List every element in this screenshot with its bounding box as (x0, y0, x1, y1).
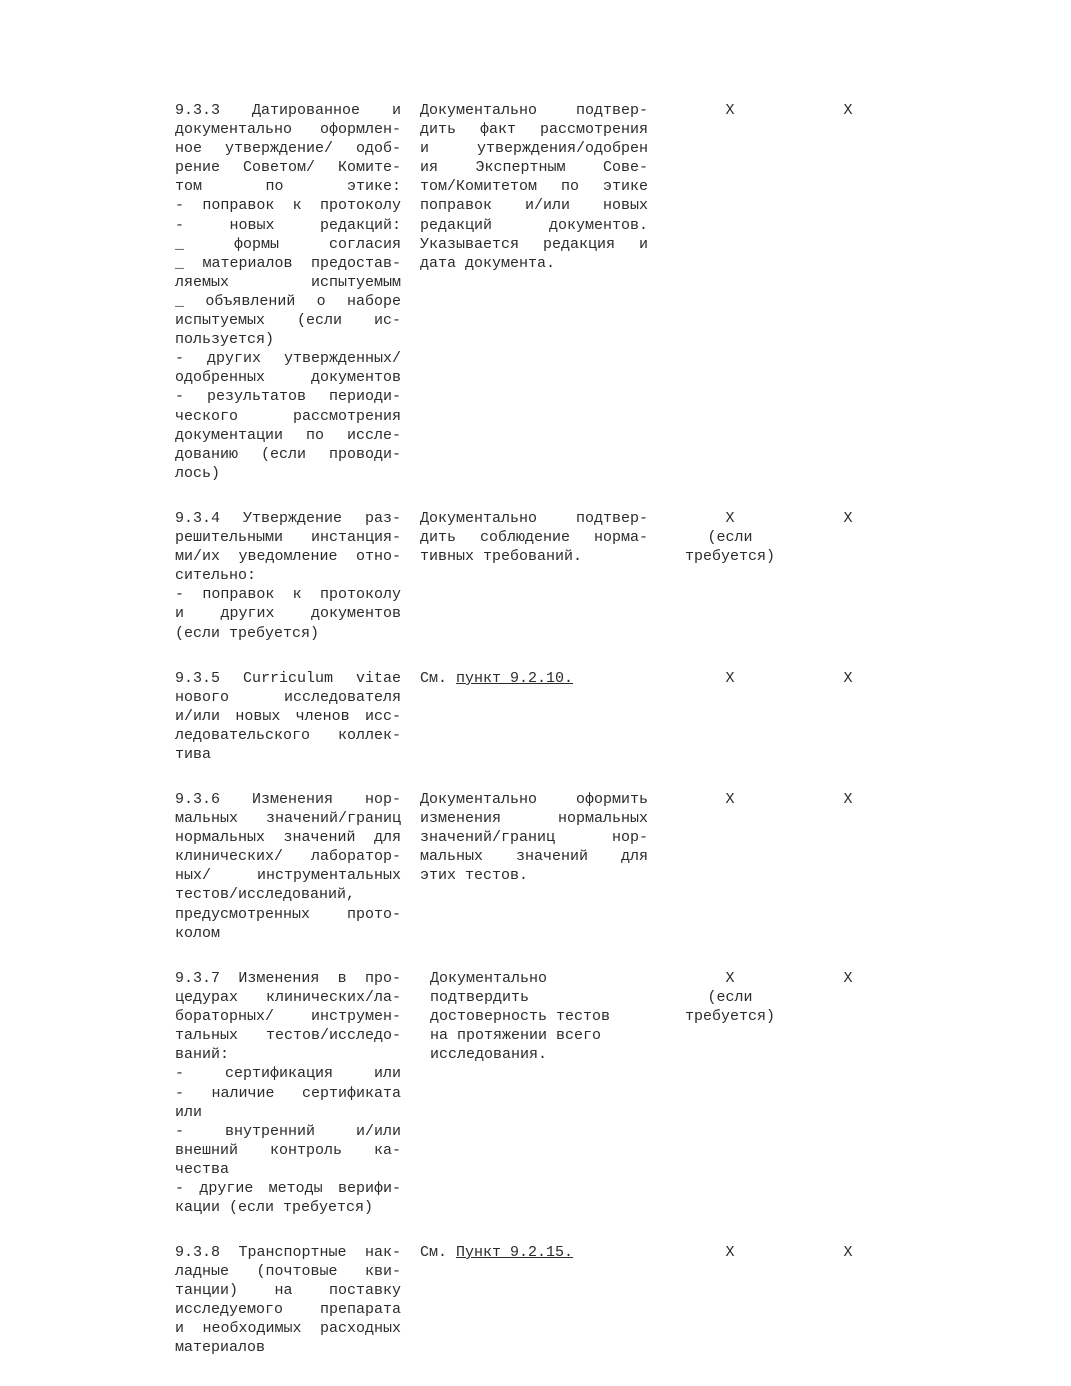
text-line: ное утверждение/ одоб- (175, 140, 401, 158)
text-line: - другие методы верифи- (175, 1180, 401, 1198)
investigator-file-mark (670, 1243, 790, 1262)
text-line: исследуемого препарата (175, 1301, 401, 1319)
sponsor-file-mark: X (843, 1244, 853, 1261)
text-line: клинических/ лаборатор- (175, 848, 401, 866)
text-line: _ формы согласия (175, 235, 401, 253)
text-line: колом (175, 924, 221, 942)
item-purpose (420, 790, 648, 885)
text-line: - результатов периоди- (175, 388, 401, 406)
text-line: документально оформлен- (175, 121, 401, 139)
mark-text: требуется) (684, 1008, 775, 1026)
item-description (175, 790, 401, 943)
text-line: сительно: (175, 567, 257, 585)
text-line: 9.3.6 Изменения нор- (175, 791, 401, 808)
text-line: 9.3.5 Curriculum vitae (175, 670, 401, 687)
investigator-file-mark (670, 790, 790, 809)
reference-link[interactable]: Пункт 9.2.15. (456, 1244, 574, 1261)
text-line: _ материалов предостав- (175, 254, 401, 272)
mark-text: требуется) (684, 548, 775, 566)
text-line: достоверность тестов (430, 1008, 611, 1026)
investigator-file-mark (670, 669, 790, 688)
reference-prefix: См. (420, 1244, 457, 1261)
mark-text: X (725, 102, 735, 119)
text-line: (если требуется) (175, 624, 320, 642)
text-line: пользуется) (175, 331, 275, 349)
text-line: этих тестов. (420, 867, 529, 885)
sponsor-file-mark: X (843, 670, 853, 687)
sponsor-file-mark: X (843, 970, 853, 987)
text-line: материалов (175, 1339, 266, 1357)
text-line: - новых редакций: (175, 216, 401, 234)
mark-text: X (725, 1244, 735, 1261)
item-purpose (420, 1243, 648, 1262)
reference-prefix: См. (420, 670, 457, 687)
text-line: и необходимых расходных (175, 1320, 401, 1338)
text-line: нового исследователя (175, 689, 401, 707)
sponsor-file-mark: X (843, 102, 853, 119)
text-line: 9.3.4 Утверждение раз- (175, 510, 401, 527)
mark-text: X (725, 510, 735, 527)
cross-reference (420, 1243, 648, 1262)
text-line: внешний контроль ка- (175, 1141, 401, 1159)
item-description (175, 509, 401, 643)
text-line: Указывается редакция и (420, 235, 648, 253)
reference-link[interactable]: пункт 9.2.10. (456, 670, 574, 687)
text-line: тивных требований. (420, 548, 583, 566)
text-line: ия Экспертным Сове- (420, 159, 648, 177)
text-line: рение Советом/ Комите- (175, 159, 401, 177)
text-line: Документально подтвер- (420, 102, 648, 119)
text-line: чества (175, 1160, 230, 1178)
text-line: - наличие сертификата (175, 1084, 401, 1102)
text-line: нормальных значений для (175, 829, 401, 847)
text-line: и других документов (175, 605, 401, 623)
text-line: 9.3.8 Транспортные нак- (175, 1244, 401, 1261)
text-line: мальных значений для (420, 848, 648, 866)
text-line: документации по иссле- (175, 426, 401, 444)
investigator-file-mark (670, 969, 790, 1026)
text-line: и утверждения/одобрен (420, 140, 648, 158)
text-line: дить соблюдение норма- (420, 529, 648, 547)
text-line: ваний: (175, 1046, 230, 1064)
text-line: редакций документов. (420, 216, 648, 234)
cross-reference (420, 669, 648, 688)
text-line: 9.3.7 Изменения в про- (175, 970, 401, 987)
text-line: мальных значений/границ (175, 810, 401, 828)
text-line: изменения нормальных (420, 810, 648, 828)
text-line: том по этике: (175, 178, 401, 196)
item-description (175, 1243, 401, 1358)
item-description (175, 101, 401, 483)
text-line: лось) (175, 464, 221, 482)
text-line: - внутренний и/или (175, 1122, 401, 1140)
text-line: Документально (430, 970, 548, 987)
text-line: предусмотренных прото- (175, 905, 401, 923)
sponsor-file-mark: X (843, 510, 853, 527)
text-line: кации (если требуется) (175, 1199, 374, 1217)
item-description (175, 969, 401, 1217)
text-line: - поправок к протоколу (175, 197, 401, 215)
text-line: исследования. (430, 1046, 548, 1064)
mark-text: X (725, 791, 735, 808)
text-line: 9.3.3 Датированное и (175, 102, 401, 119)
item-purpose (420, 509, 648, 566)
investigator-file-mark (670, 509, 790, 566)
mark-text: X (725, 670, 735, 687)
text-line: ми/их уведомление отно- (175, 548, 401, 566)
text-line: ладные (почтовые кви- (175, 1263, 401, 1281)
text-line: одобренных документов (175, 369, 401, 387)
text-line: поправок и/или новых (420, 197, 648, 215)
mark-text: X (725, 970, 735, 987)
text-line: цедурах клинических/ла- (175, 989, 401, 1007)
text-line: - сертификация или (175, 1065, 401, 1083)
mark-text: (если (707, 529, 753, 547)
text-line: - поправок к протоколу (175, 586, 401, 604)
text-line: подтвердить (430, 989, 530, 1007)
text-line: дата документа. (420, 254, 556, 272)
text-line: тальных тестов/исследо- (175, 1027, 401, 1045)
text-line: танции) на поставку (175, 1282, 401, 1300)
text-line: ческого рассмотрения (175, 407, 401, 425)
text-line: ляемых испытуемым (175, 273, 401, 291)
text-line: решительными инстанция- (175, 529, 401, 547)
text-line: дить факт рассмотрения (420, 121, 648, 139)
text-line: - других утвержденных/ (175, 350, 401, 368)
text-line: ных/ инструментальных (175, 867, 401, 885)
text-line: тестов/исследований, (175, 886, 356, 904)
text-line: значений/границ нор- (420, 829, 648, 847)
text-line: дованию (если проводи- (175, 445, 401, 463)
item-purpose (420, 101, 648, 273)
text-line: _ объявлений о наборе (175, 292, 401, 310)
text-line: бораторных/ инструмен- (175, 1008, 401, 1026)
text-line: Документально подтвер- (420, 510, 648, 527)
item-purpose (430, 969, 650, 1064)
text-line: ледовательского коллек- (175, 727, 401, 745)
item-purpose (420, 669, 648, 688)
text-line: испытуемых (если ис- (175, 312, 401, 330)
item-description (175, 669, 401, 764)
investigator-file-mark (670, 101, 790, 120)
text-line: на протяжении всего (430, 1027, 602, 1045)
text-line: тива (175, 746, 212, 764)
text-line: Документально оформить (420, 791, 648, 808)
text-line: том/Комитетом по этике (420, 178, 648, 196)
text-line: или (175, 1103, 203, 1121)
sponsor-file-mark: X (843, 791, 853, 808)
mark-text: (если (707, 989, 753, 1007)
text-line: и/или новых членов исс- (175, 708, 401, 726)
